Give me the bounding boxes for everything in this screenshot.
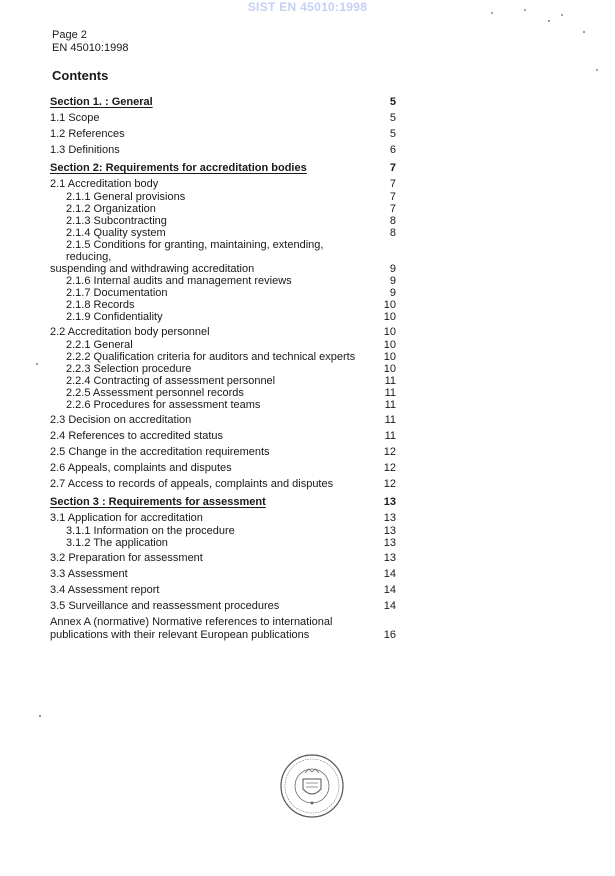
toc-entry: [50, 299, 396, 311]
toc-entry-page: 11: [384, 399, 396, 411]
toc-entry: [50, 446, 396, 459]
toc-entry-label: 3.4 Assessment report: [50, 584, 160, 596]
toc-entry: [50, 629, 396, 641]
toc-entry: [50, 162, 396, 175]
toc-entry-label: 1.2 References: [50, 128, 125, 140]
toc-entry: [50, 339, 396, 351]
toc-entry-page: 12: [383, 462, 396, 474]
toc-entry-label: 2.1.1 General provisions: [66, 191, 186, 203]
toc-entry: [50, 496, 396, 509]
toc-entry-page: 13: [383, 496, 396, 508]
toc-entry-page: 7: [389, 203, 396, 215]
standard-number: EN 45010:1998: [52, 42, 129, 54]
toc-entry-label: Annex A (normative) Normative references to international: [50, 616, 333, 628]
toc-entry-label: 1.1 Scope: [50, 112, 100, 124]
toc-entry-label: 2.2.5 Assessment personnel records: [66, 387, 244, 399]
toc-entry: [50, 387, 396, 399]
toc-entry-label: 2.1.8 Records: [66, 299, 135, 311]
toc-entry-page: 11: [384, 430, 396, 442]
toc-entry-label: 2.2.2 Qualification criteria for auditors and technical experts: [66, 351, 356, 363]
toc-entry-page: 10: [383, 311, 396, 323]
toc-entry: [50, 568, 396, 581]
toc-entry: [50, 311, 396, 323]
toc-entry-page: 10: [383, 363, 396, 375]
toc-entry: [50, 537, 396, 549]
table-of-contents: [50, 96, 396, 641]
toc-entry: [50, 525, 396, 537]
toc-entry-page: 12: [383, 478, 396, 490]
toc-entry-page: 10: [383, 339, 396, 351]
toc-entry-label: 2.1.5 Conditions for granting, maintaining, extending, reducing,: [66, 239, 324, 263]
toc-entry: [50, 112, 396, 125]
toc-entry: [50, 584, 396, 597]
toc-entry-label: 2.2.3 Selection procedure: [66, 363, 192, 375]
toc-entry-page: 11: [384, 375, 396, 387]
toc-entry-label: 2.2.6 Procedures for assessment teams: [66, 399, 261, 411]
toc-entry-page: 5: [389, 128, 396, 140]
toc-entry: [50, 512, 396, 525]
toc-entry-page: 9: [389, 263, 396, 275]
toc-entry-page: 12: [383, 446, 396, 458]
toc-entry-label: 3.1 Application for accreditation: [50, 512, 203, 524]
toc-entry-page: 13: [383, 525, 396, 537]
toc-entry-label: 3.5 Surveillance and reassessment procedures: [50, 600, 280, 612]
toc-entry-page: 11: [384, 414, 396, 426]
toc-entry: [50, 263, 396, 275]
watermark: SIST EN 45010:1998: [247, 0, 368, 14]
toc-entry: [50, 616, 396, 629]
official-seal-icon: [279, 753, 345, 819]
toc-entry-page: 10: [383, 326, 396, 338]
toc-entry-page: 8: [389, 215, 396, 227]
toc-entry: [50, 399, 396, 411]
toc-entry: [50, 462, 396, 475]
toc-entry-label: 2.1.6 Internal audits and management reviews: [66, 275, 292, 287]
toc-entry-page: 14: [383, 600, 396, 612]
toc-entry-page: 16: [383, 629, 396, 641]
toc-entry-page: 7: [389, 162, 396, 174]
toc-entry-page: 5: [389, 112, 396, 124]
toc-entry: [50, 239, 396, 263]
toc-entry: [50, 128, 396, 141]
toc-entry: [50, 414, 396, 427]
toc-entry: [50, 478, 396, 491]
toc-entry-page: 9: [389, 275, 396, 287]
toc-entry-label: Section 3 : Requirements for assessment: [50, 496, 266, 508]
toc-entry: [50, 215, 396, 227]
toc-entry: [50, 351, 396, 363]
toc-entry-page: 8: [389, 227, 396, 239]
toc-entry: [50, 96, 396, 109]
toc-entry-page: 14: [383, 568, 396, 580]
toc-entry-label: 2.7 Access to records of appeals, complaints and disputes: [50, 478, 334, 490]
toc-entry: [50, 363, 396, 375]
toc-entry: [50, 227, 396, 239]
toc-entry-page: 14: [383, 584, 396, 596]
page-number: Page 2: [52, 29, 87, 41]
toc-entry-label: 3.2 Preparation for assessment: [50, 552, 203, 564]
toc-entry: [50, 600, 396, 613]
toc-entry-page: 6: [389, 144, 396, 156]
toc-entry: [50, 287, 396, 299]
toc-entry-label: 2.5 Change in the accreditation requirements: [50, 446, 270, 458]
toc-entry-label: publications with their relevant European publications: [50, 629, 310, 641]
toc-entry-label: 2.1 Accreditation body: [50, 178, 159, 190]
toc-entry-label: 2.1.2 Organization: [66, 203, 156, 215]
toc-entry-label: 3.3 Assessment: [50, 568, 128, 580]
toc-entry-page: 11: [384, 387, 396, 399]
toc-entry-page: 13: [383, 552, 396, 564]
toc-entry-page: 10: [383, 351, 396, 363]
toc-entry-label: 2.1.7 Documentation: [66, 287, 168, 299]
toc-entry-label: 3.1.2 The application: [66, 537, 168, 549]
toc-entry-page: 13: [383, 537, 396, 549]
toc-entry: [50, 203, 396, 215]
toc-entry-page: 13: [383, 512, 396, 524]
toc-entry-label: 2.2.1 General: [66, 339, 133, 351]
toc-entry-label: 1.3 Definitions: [50, 144, 120, 156]
toc-entry-page: 10: [383, 299, 396, 311]
contents-title: Contents: [52, 68, 109, 83]
toc-entry-label: Section 1. : General: [50, 96, 153, 108]
toc-entry-page: 5: [389, 96, 396, 108]
toc-entry: [50, 191, 396, 203]
toc-entry-label: suspending and withdrawing accreditation: [50, 263, 255, 275]
toc-entry-label: 3.1.1 Information on the procedure: [66, 525, 235, 537]
toc-entry: [50, 375, 396, 387]
toc-entry: [50, 144, 396, 157]
toc-entry-label: 2.2 Accreditation body personnel: [50, 326, 210, 338]
toc-entry-label: 2.4 References to accredited status: [50, 430, 224, 442]
toc-entry-label: 2.3 Decision on accreditation: [50, 414, 192, 426]
toc-entry: [50, 275, 396, 287]
toc-entry: [50, 552, 396, 565]
toc-entry-label: 2.6 Appeals, complaints and disputes: [50, 462, 232, 474]
toc-entry: [50, 430, 396, 443]
toc-entry-label: 2.1.9 Confidentiality: [66, 311, 163, 323]
toc-entry: [50, 178, 396, 191]
toc-entry-page: 7: [389, 191, 396, 203]
toc-entry-label: 2.1.4 Quality system: [66, 227, 166, 239]
toc-entry: [50, 326, 396, 339]
toc-entry-label: 2.2.4 Contracting of assessment personnel: [66, 375, 276, 387]
toc-entry-label: Section 2: Requirements for accreditation bodies: [50, 162, 307, 174]
toc-entry-label: 2.1.3 Subcontracting: [66, 215, 167, 227]
page-header: [52, 29, 128, 55]
toc-entry-page: 9: [389, 287, 396, 299]
toc-entry-page: 7: [389, 178, 396, 190]
